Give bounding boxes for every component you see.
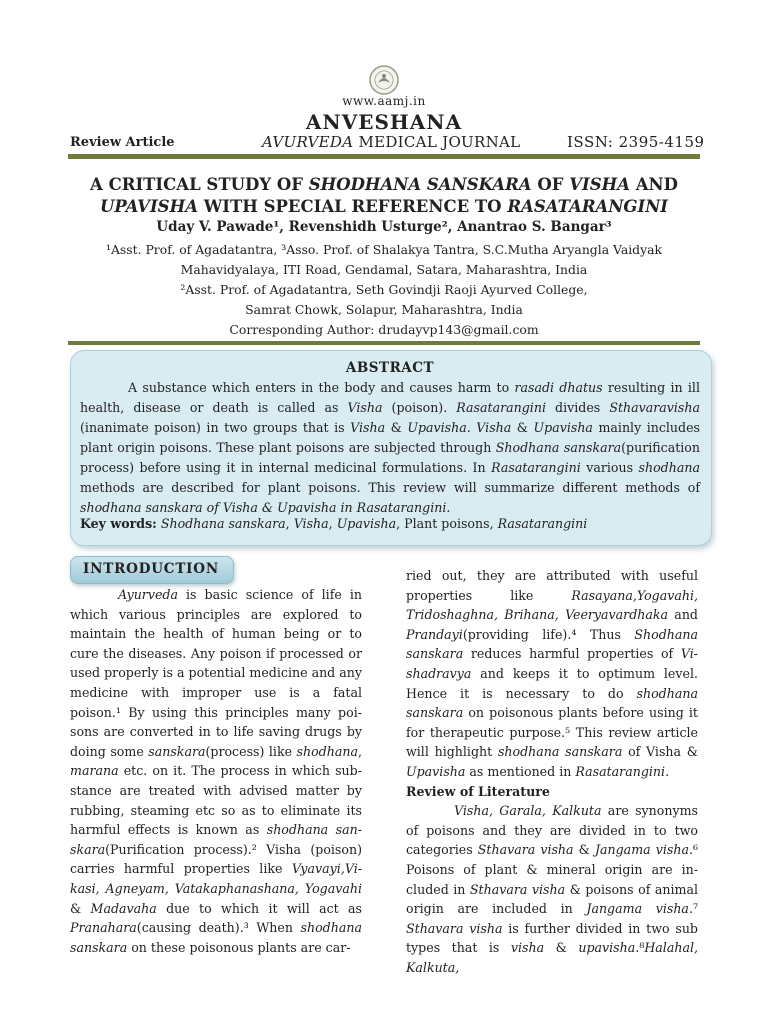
abstract-heading: ABSTRACT <box>345 360 435 376</box>
body-column-left: Ayurveda is basic science of life in which various principles are explored to maintain the health of human being or to cure the diseases. Any poison if processed or used properly is a potential medicine and any medicine with improper use is a fatal poison.¹ By using this principles many poisons are converted in to life saving drugs by doing some sanskara(process) like shodhana, marana etc. on it. The process in which substance are treated with advised matter by rubbing, steaming etc so as to eliminate its harmful effects is known as shodhana sanskara(Purification process).² Visha (poison) carries harmful properties like Vyavayi,Vikasi, Agneyam, Vatakaphanashana, Yogavahi & Madavaha due to which it will act as Pranahara(causing death).³ When shodhana sanskara on these poisonous plants are car- <box>70 587 362 955</box>
affiliation-line: ²Asst. Prof. of Agadatantra, Seth Govindji Raoji Ayurved College, <box>180 282 588 297</box>
article-type: Review Article <box>70 135 175 150</box>
journal-url[interactable]: www.aamj.in <box>342 94 426 108</box>
journal-logo <box>368 64 400 96</box>
body-column-right: ried out, they are attributed with useful properties like Rasayana,Yogavahi, Tridoshaghna, Brihana, Veeryavardhaka and Prandayi(providing life).⁴ Thus Shodhana sanskara reduces harmful properties of Vishadravya and keeps it to optimum level. Hence it is necessary to do shodhana sanskara on poisonous plants before using it for therapeutic purpose.⁵ This review article will highlight shodhana sanskara of Visha & Upavisha as mentioned in Rasatarangini. Review of Literature Visha, Garala, Kalkuta are synonyms of poisons and they are divided in to two categories Sthavara visha & Jangama visha.⁶ Poisons of plant & mineral origin are included in Sthavara visha & poisons of animal origin are included in Jangama visha.⁷ Sthavara visha is further divided in two sub types that is visha & upavisha.⁸Halahal, Kalkuta, <box>406 568 699 975</box>
journal-name: ANVESHANA <box>305 110 463 134</box>
issn: ISSN: 2395-4159 <box>567 133 705 151</box>
section-heading-review: Review of Literature <box>406 783 550 799</box>
keywords: Key words: Shodhana sanskara, Visha, Upavisha, Plant poisons, Rasatarangini <box>80 516 588 531</box>
affiliation-line: Samrat Chowk, Solapur, Maharashtra, India <box>245 302 523 317</box>
abstract-divider <box>68 341 700 345</box>
affiliation-line: ¹Asst. Prof. of Agadatantra, ³Asso. Prof. of Shalakya Tantra, S.C.Mutha Aryangla Vaidyak <box>105 242 663 257</box>
abstract-text: A substance which enters in the body and causes harm to rasadi dhatus resulting in ill health, disease or death is called as Visha (poison). Rasatarangini divides Sthavaravisha (inanimate poison) in two groups that is Visha & Upavisha. Visha & Upavisha mainly includes plant origin poisons. These plant poisons are subjected through Shodhana sanskara(purification process) before using it in internal medicinal formulations. In Rasatarangini various shodhana methods are described for plant poisons. This review will summarize different methods of shodhana sanskara of Visha & Upavisha in Rasatarangini. <box>80 380 701 515</box>
affiliation-line: Mahavidyalaya, ITI Road, Gendamal, Satara, Maharashtra, India <box>180 262 588 277</box>
journal-subtitle: AVURVEDA MEDICAL JOURNAL <box>262 133 521 151</box>
authors: Uday V. Pawade¹, Revenshidh Usturge², Anantrao S. Bangar³ <box>156 219 612 235</box>
affiliations <box>70 240 698 340</box>
corresponding-author[interactable]: Corresponding Author: drudayvp143@gmail.com <box>229 322 539 337</box>
section-heading-introduction: INTRODUCTION <box>83 561 219 577</box>
paper-title: A CRITICAL STUDY OF SHODHANA SANSKARA OF VISHA AND UPAVISHA WITH SPECIAL REFERENCE TO RASATARANGINI <box>90 175 678 216</box>
header-divider <box>68 154 700 159</box>
